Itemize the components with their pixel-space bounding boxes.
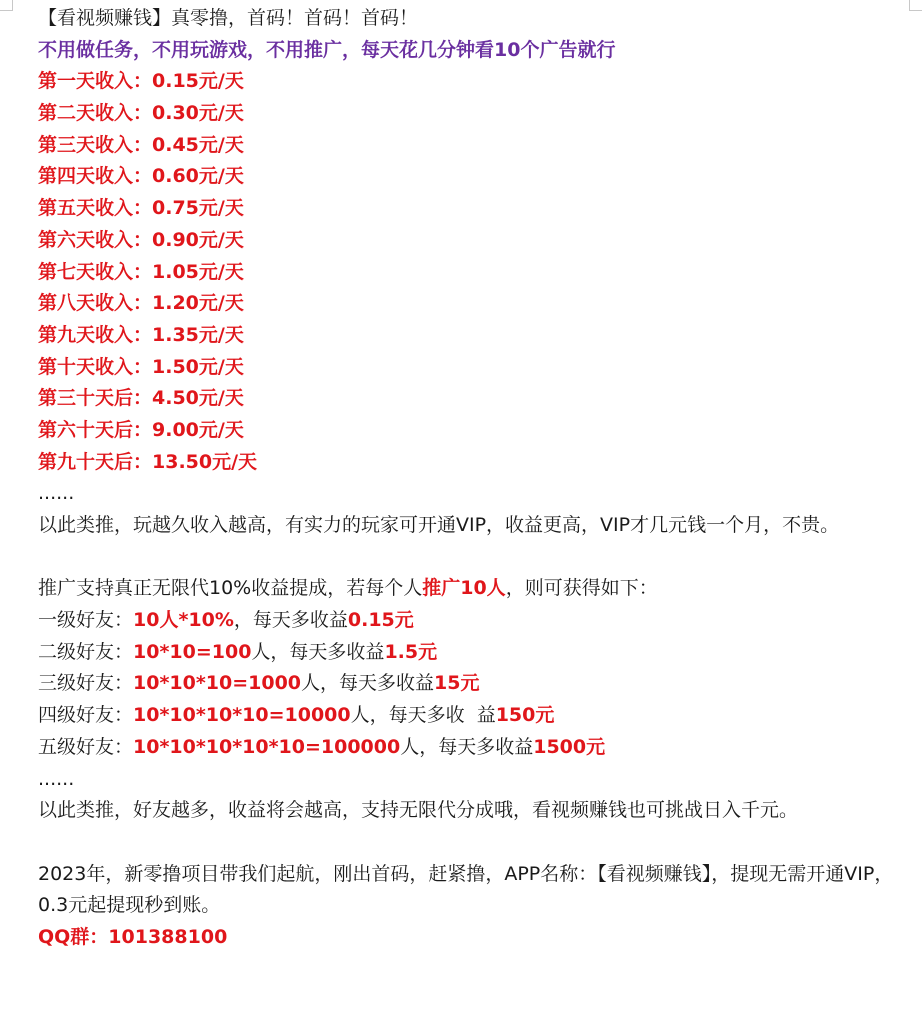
level-amount: 15元 [434,672,480,695]
intro-subtitle: 不用做任务，不用玩游戏，不用推广，每天花几分钟看10个广告就行 [38,38,616,61]
qq-group: QQ群：101388100 [38,926,228,948]
level-label: 三级好友： [38,672,134,695]
income-label: 第一天收入： [38,70,153,93]
income-value: 13.50元/天 [152,450,258,473]
income-label: 第四天收入： [38,165,153,188]
income-label: 第三天收入： [38,133,153,156]
level-amount: 1500元 [533,735,606,758]
income-value: 0.45元/天 [152,133,244,156]
page-corner-left [0,0,13,11]
income-row [38,320,898,352]
level-amount: 1.5元 [384,640,438,663]
spacer [38,542,898,574]
income-value: 0.15元/天 [152,70,244,93]
level-label: 五级好友： [38,735,134,758]
income-label: 第六天收入： [38,228,153,251]
promo-lead-text: 推广支持真正无限代10%收益提成，若每个人 [38,577,423,600]
income-label: 第七天收入： [38,260,153,283]
vip-note: 以此类推，玩越久收入越高，有实力的玩家可开通VIP，收益更高，VIP才几元钱一个月，不贵。 [38,514,840,536]
income-row [38,447,898,479]
income-value: 1.50元/天 [152,355,244,378]
spacer [38,827,898,859]
income-value: 4.50元/天 [152,387,244,410]
income-value: 1.05元/天 [152,260,244,283]
level-label: 一级好友： [38,609,134,632]
promo-lead-highlight: 推广10人 [422,577,506,600]
friend-levels [38,605,898,763]
income-value: 0.75元/天 [152,197,244,220]
income-value: 1.35元/天 [152,323,244,346]
income-label: 第九天收入： [38,323,153,346]
income-row [38,193,898,225]
income-row [38,352,898,384]
promo-lead-tail: ，则可获得如下： [505,577,658,600]
level-mid: 人，每天多收 益 [350,704,496,727]
closing-note: 2023年，新零撸项目带我们起航，刚出首码，赶紧撸，APP名称：【看视频赚钱】，提现无需开通VIP，0.3元起提现秒到账。 [38,862,894,917]
level-formula: 10*10*10*10=10000 [133,704,351,727]
friend-level-row [38,637,898,669]
income-row [38,383,898,415]
income-value: 0.60元/天 [152,165,244,188]
ellipsis: ...... [38,767,75,790]
intro-title: 【看视频赚钱】真零撸，首码！首码！首码！ [38,7,419,29]
income-row [38,257,898,289]
income-value: 9.00元/天 [152,418,244,441]
income-row [38,415,898,447]
income-value: 1.20元/天 [152,292,244,315]
income-label: 第十天收入： [38,355,153,378]
level-mid: 人，每天多收益 [251,640,385,663]
level-mid: ，每天多收益 [233,609,348,632]
income-label: 第五天收入： [38,197,153,220]
level-formula: 10*10*10*10*10=100000 [133,735,401,758]
income-row [38,225,898,257]
level-amount: 0.15元 [347,609,414,632]
friend-level-row [38,700,898,732]
friend-level-row [38,605,898,637]
income-row [38,98,898,130]
income-label: 第二天收入： [38,102,153,125]
level-mid: 人，每天多收益 [400,735,534,758]
income-label: 第六十天后： [38,418,153,441]
income-label: 第八天收入： [38,292,153,315]
level-formula: 10*10=100 [133,640,252,663]
level-amount: 150元 [495,704,555,727]
level-formula: 10人*10% [133,609,234,632]
friends-note: 以此类推，好友越多，收益将会越高，支持无限代分成哦，看视频赚钱也可挑战日入千元。 [38,799,799,822]
document-body [38,3,898,954]
income-list [38,66,898,478]
friend-level-row [38,732,898,764]
income-row [38,288,898,320]
income-label: 第九十天后： [38,450,153,473]
level-label: 二级好友： [38,640,134,663]
income-label: 第三十天后： [38,387,153,410]
friend-level-row [38,668,898,700]
income-row [38,161,898,193]
page-corner-right [909,0,922,11]
ellipsis: ...... [38,482,75,505]
promo-lead [38,573,898,605]
income-value: 0.30元/天 [152,102,244,125]
level-label: 四级好友： [38,704,134,727]
income-value: 0.90元/天 [152,228,244,251]
income-row [38,130,898,162]
level-formula: 10*10*10=1000 [133,672,302,695]
level-mid: 人，每天多收益 [301,672,435,695]
income-row [38,66,898,98]
